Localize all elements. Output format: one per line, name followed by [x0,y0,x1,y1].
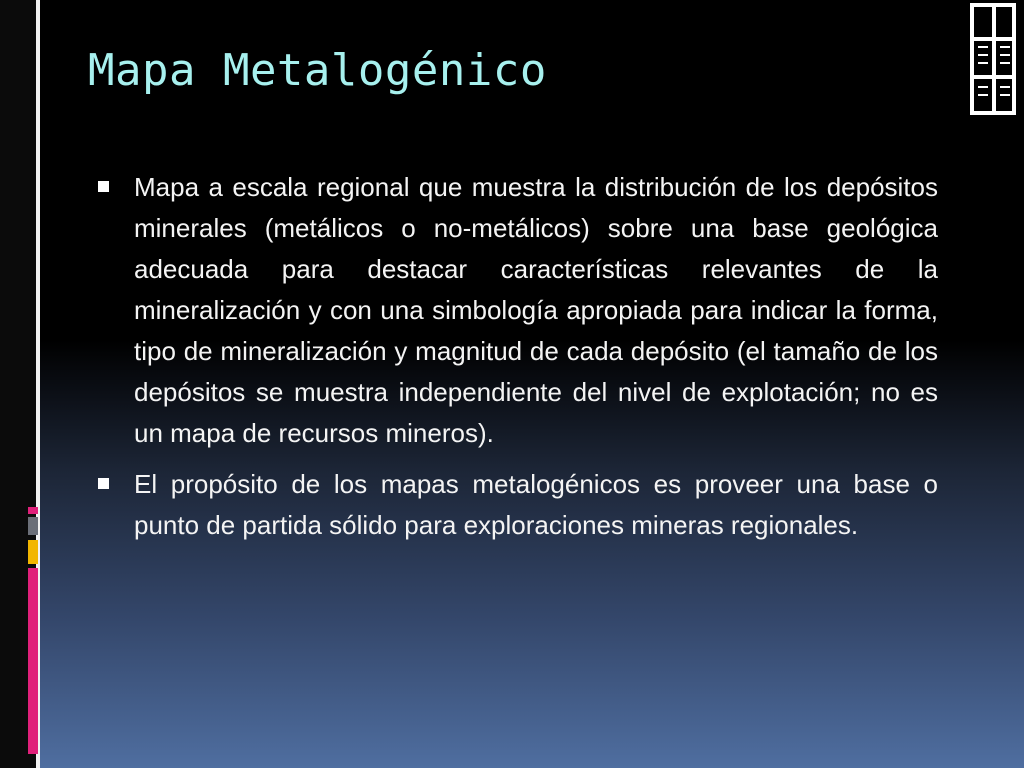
bullet-text-purpose: El propósito de los mapas metalogénicos es proveer una base o punto de partida sólido para exploraciones mineras regionales. [134,469,938,540]
accent-bar-gray [28,517,38,535]
window-panes-icon [970,3,1016,115]
accent-bar-pink-top [28,507,38,514]
bullet-list [96,167,938,556]
bullet-item-definition [96,167,938,454]
bullet-text-definition: Mapa a escala regional que muestra la distribución de los depósitos minerales (metálicos o no-metálicos) sobre una base geológica adecuada para destacar características relevantes de la mineralización y con una simbología apropiada para indicar la forma, tipo de mineralización y magnitud de cada depósito (el tamaño de los depósitos se muestra independiente del nivel de explotación; no es un mapa de recursos mineros). [134,172,938,448]
square-bullet-icon [98,181,109,192]
bullet-item-purpose [96,464,938,546]
accent-bar-pink [28,568,38,754]
square-bullet-icon [98,478,109,489]
slide-title: Mapa Metalogénico [88,45,547,96]
accent-bar-gold [28,540,38,564]
